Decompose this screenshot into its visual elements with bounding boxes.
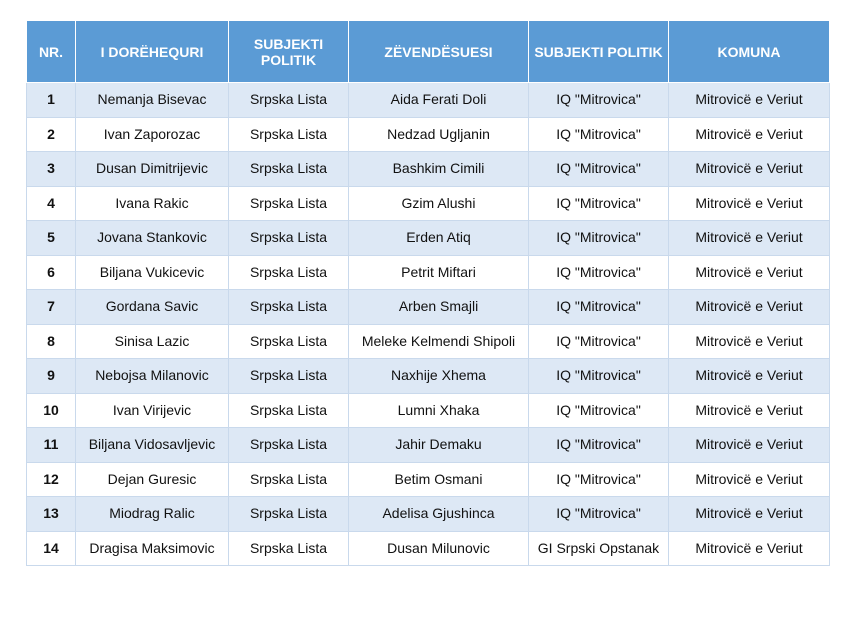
table-row xyxy=(27,83,830,118)
cell-commune: Mitrovicë e Veriut xyxy=(669,186,830,221)
header-party: SUBJEKTI POLITIK xyxy=(229,21,349,83)
cell-deputy: Gzim Alushi xyxy=(349,186,529,221)
cell-party: Srpska Lista xyxy=(229,83,349,118)
cell-nr: 5 xyxy=(27,221,76,256)
header-deputy: ZËVENDËSUESI xyxy=(349,21,529,83)
cell-nr: 2 xyxy=(27,117,76,152)
cell-party-2: GI Srpski Opstanak xyxy=(529,531,669,566)
table-row xyxy=(27,117,830,152)
table-row xyxy=(27,393,830,428)
cell-elected: Dejan Guresic xyxy=(76,462,229,497)
cell-nr: 13 xyxy=(27,497,76,532)
cell-elected: Ivan Virijevic xyxy=(76,393,229,428)
cell-commune: Mitrovicë e Veriut xyxy=(669,428,830,463)
cell-nr: 9 xyxy=(27,359,76,394)
cell-commune: Mitrovicë e Veriut xyxy=(669,117,830,152)
replacements-table xyxy=(26,20,830,566)
cell-elected: Biljana Vidosavljevic xyxy=(76,428,229,463)
cell-party-2: IQ "Mitrovica" xyxy=(529,152,669,187)
cell-nr: 1 xyxy=(27,83,76,118)
cell-elected: Nemanja Bisevac xyxy=(76,83,229,118)
cell-party-2: IQ "Mitrovica" xyxy=(529,428,669,463)
cell-party-2: IQ "Mitrovica" xyxy=(529,290,669,325)
cell-party-2: IQ "Mitrovica" xyxy=(529,83,669,118)
cell-elected: Ivan Zaporozac xyxy=(76,117,229,152)
table-row xyxy=(27,324,830,359)
cell-elected: Ivana Rakic xyxy=(76,186,229,221)
header-commune: KOMUNA xyxy=(669,21,830,83)
cell-party: Srpska Lista xyxy=(229,497,349,532)
table-row xyxy=(27,290,830,325)
table-row xyxy=(27,462,830,497)
cell-party: Srpska Lista xyxy=(229,221,349,256)
cell-deputy: Aida Ferati Doli xyxy=(349,83,529,118)
cell-elected: Gordana Savic xyxy=(76,290,229,325)
cell-elected: Nebojsa Milanovic xyxy=(76,359,229,394)
cell-party-2: IQ "Mitrovica" xyxy=(529,255,669,290)
header-party-2: SUBJEKTI POLITIK xyxy=(529,21,669,83)
table-row xyxy=(27,186,830,221)
cell-elected: Sinisa Lazic xyxy=(76,324,229,359)
cell-elected: Dusan Dimitrijevic xyxy=(76,152,229,187)
cell-nr: 7 xyxy=(27,290,76,325)
cell-party-2: IQ "Mitrovica" xyxy=(529,393,669,428)
table-row xyxy=(27,428,830,463)
table-row xyxy=(27,497,830,532)
cell-party-2: IQ "Mitrovica" xyxy=(529,117,669,152)
cell-elected: Dragisa Maksimovic xyxy=(76,531,229,566)
cell-commune: Mitrovicë e Veriut xyxy=(669,393,830,428)
cell-deputy: Lumni Xhaka xyxy=(349,393,529,428)
cell-nr: 14 xyxy=(27,531,76,566)
cell-elected: Jovana Stankovic xyxy=(76,221,229,256)
cell-party: Srpska Lista xyxy=(229,290,349,325)
table-header-row xyxy=(27,21,830,83)
cell-party-2: IQ "Mitrovica" xyxy=(529,221,669,256)
table-row xyxy=(27,359,830,394)
cell-deputy: Meleke Kelmendi Shipoli xyxy=(349,324,529,359)
cell-nr: 6 xyxy=(27,255,76,290)
cell-deputy: Nedzad Ugljanin xyxy=(349,117,529,152)
cell-deputy: Erden Atiq xyxy=(349,221,529,256)
cell-deputy: Adelisa Gjushinca xyxy=(349,497,529,532)
cell-party-2: IQ "Mitrovica" xyxy=(529,324,669,359)
cell-party-2: IQ "Mitrovica" xyxy=(529,359,669,394)
cell-party-2: IQ "Mitrovica" xyxy=(529,186,669,221)
cell-deputy: Naxhije Xhema xyxy=(349,359,529,394)
cell-party: Srpska Lista xyxy=(229,117,349,152)
cell-commune: Mitrovicë e Veriut xyxy=(669,152,830,187)
cell-party-2: IQ "Mitrovica" xyxy=(529,497,669,532)
cell-commune: Mitrovicë e Veriut xyxy=(669,497,830,532)
cell-commune: Mitrovicë e Veriut xyxy=(669,221,830,256)
cell-nr: 4 xyxy=(27,186,76,221)
cell-commune: Mitrovicë e Veriut xyxy=(669,290,830,325)
cell-nr: 12 xyxy=(27,462,76,497)
cell-elected: Biljana Vukicevic xyxy=(76,255,229,290)
cell-party-2: IQ "Mitrovica" xyxy=(529,462,669,497)
cell-deputy: Dusan Milunovic xyxy=(349,531,529,566)
cell-party: Srpska Lista xyxy=(229,152,349,187)
cell-nr: 11 xyxy=(27,428,76,463)
cell-deputy: Betim Osmani xyxy=(349,462,529,497)
cell-party: Srpska Lista xyxy=(229,531,349,566)
cell-party: Srpska Lista xyxy=(229,393,349,428)
table-row xyxy=(27,221,830,256)
cell-deputy: Bashkim Cimili xyxy=(349,152,529,187)
cell-party: Srpska Lista xyxy=(229,255,349,290)
cell-deputy: Jahir Demaku xyxy=(349,428,529,463)
cell-commune: Mitrovicë e Veriut xyxy=(669,359,830,394)
header-nr: NR. xyxy=(27,21,76,83)
cell-commune: Mitrovicë e Veriut xyxy=(669,462,830,497)
cell-nr: 3 xyxy=(27,152,76,187)
table-row xyxy=(27,531,830,566)
cell-commune: Mitrovicë e Veriut xyxy=(669,83,830,118)
cell-party: Srpska Lista xyxy=(229,359,349,394)
table-row xyxy=(27,152,830,187)
cell-deputy: Petrit Miftari xyxy=(349,255,529,290)
cell-party: Srpska Lista xyxy=(229,186,349,221)
cell-elected: Miodrag Ralic xyxy=(76,497,229,532)
cell-nr: 8 xyxy=(27,324,76,359)
cell-commune: Mitrovicë e Veriut xyxy=(669,531,830,566)
cell-commune: Mitrovicë e Veriut xyxy=(669,255,830,290)
cell-deputy: Arben Smajli xyxy=(349,290,529,325)
table-row xyxy=(27,255,830,290)
cell-party: Srpska Lista xyxy=(229,324,349,359)
cell-nr: 10 xyxy=(27,393,76,428)
cell-party: Srpska Lista xyxy=(229,462,349,497)
header-elected: I DORËHEQURI xyxy=(76,21,229,83)
cell-party: Srpska Lista xyxy=(229,428,349,463)
cell-commune: Mitrovicë e Veriut xyxy=(669,324,830,359)
